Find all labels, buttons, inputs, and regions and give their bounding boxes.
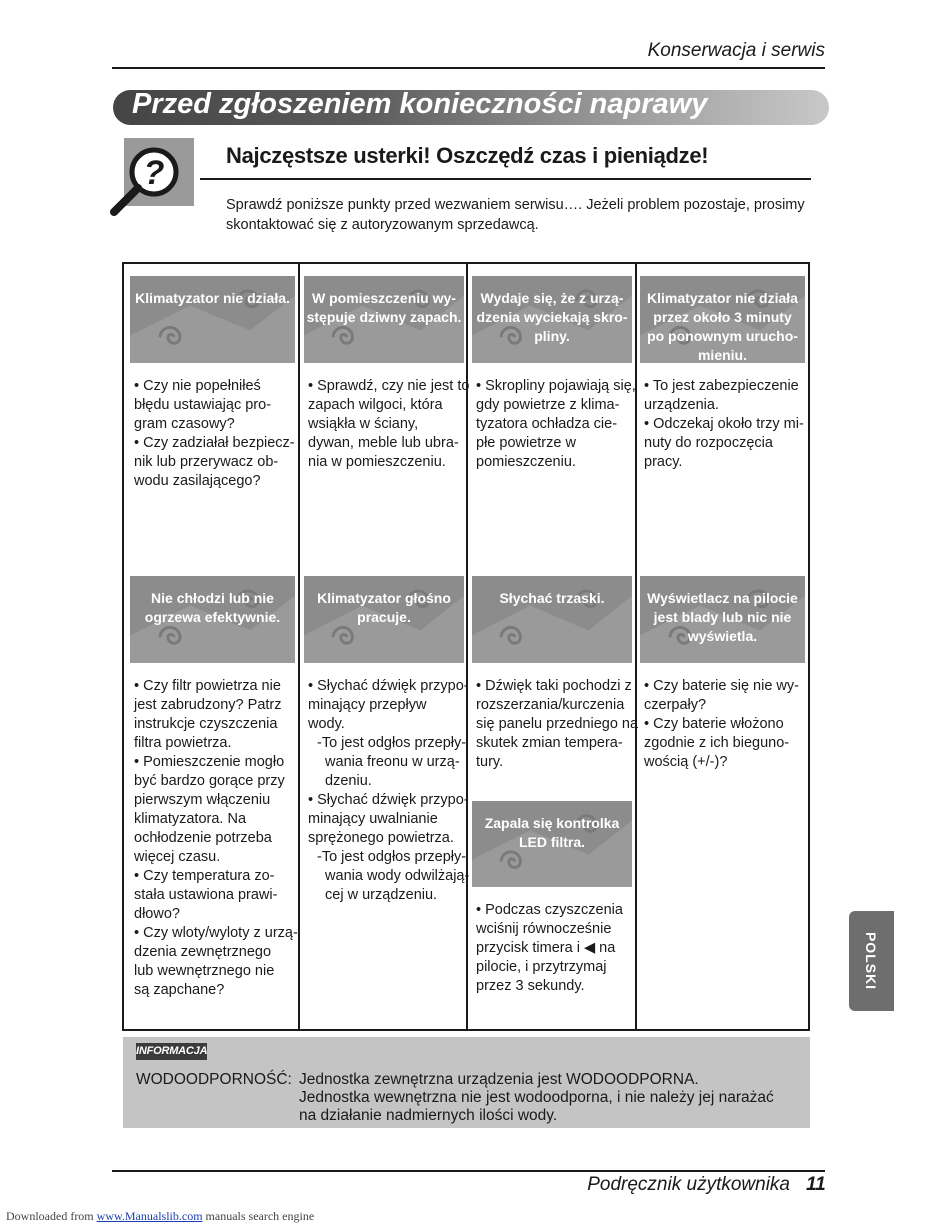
solution-line: Słychać dźwięk przypo- [317, 678, 469, 694]
problem-title-line: Słychać trzaski. [499, 590, 605, 606]
solution-line: dłowo? [134, 906, 180, 922]
problem-title [640, 576, 805, 646]
solution-line: Czy wloty/wyloty z urzą- [143, 925, 298, 941]
problem-title-line: mieniu. [697, 347, 747, 363]
problem-card [472, 801, 632, 887]
problem-title-line: przez około 3 minuty [653, 309, 792, 325]
solution-line: tury. [476, 754, 504, 770]
solution-text [642, 677, 809, 772]
solution-line: Podczas czyszczenia [485, 902, 623, 918]
bullet-icon: • [308, 678, 318, 694]
solution-bullet [474, 901, 636, 996]
solution-line: przycisk timera i ◀ na [476, 940, 616, 956]
solution-text [474, 377, 636, 472]
solution-bullet [132, 753, 299, 867]
solution-line: nik lub przerywacz ob- [134, 454, 279, 470]
section-label: Konserwacja i serwis [647, 40, 825, 61]
problem-title [130, 576, 295, 627]
problem-title-line: pliny. [534, 328, 570, 344]
problem-card [130, 576, 295, 663]
solution-line: Pomieszczenie mogło [143, 754, 285, 770]
solution-line: wciśnij równocześnie [476, 921, 612, 937]
solution-line: wodu zasilającego? [134, 473, 261, 489]
solution-line: rozszerzania/kurczenia [476, 697, 625, 713]
solution-bullet [306, 791, 468, 848]
solution-text [132, 677, 299, 1000]
info-tag: INFORMACJA [136, 1043, 207, 1060]
solution-line: instrukcje czyszczenia [134, 716, 278, 732]
problem-card [130, 276, 295, 363]
solution-line: dzeniu. [317, 773, 372, 789]
header-rule [112, 67, 825, 69]
solution-bullet [642, 715, 809, 772]
problem-card [472, 576, 632, 663]
solution-line: się panelu przedniego na [476, 716, 639, 732]
solution-line: nuty do rozpoczęcia [644, 435, 773, 451]
svg-text:?: ? [143, 154, 165, 192]
download-prefix: Downloaded from [6, 1209, 94, 1223]
problem-title-line: LED filtra. [518, 834, 586, 850]
problem-title [130, 276, 295, 308]
problem-title-line: Klimatyzator nie działa [647, 290, 798, 306]
solution-line: zgodnie z ich bieguno- [644, 735, 790, 751]
problem-title-line: W pomieszczeniu wy- [312, 290, 456, 306]
solution-line: minający przepływ [308, 697, 427, 713]
bullet-icon: • [644, 378, 653, 394]
solution-line: Skropliny pojawiają się, [485, 378, 636, 394]
bullet-icon: • [134, 754, 144, 770]
problem-card [304, 576, 464, 663]
solution-bullet [132, 434, 299, 491]
solution-note [306, 848, 468, 905]
info-line: na działanie nadmiernych ilości wody. [299, 1107, 558, 1124]
bullet-icon: • [134, 435, 144, 451]
solution-line: minający uwalnianie [308, 811, 438, 827]
problem-title-line: Wyświetlacz na pilocie [647, 590, 798, 606]
bullet-icon: • [308, 792, 318, 808]
problem-title [472, 576, 632, 608]
solution-line: filtra powietrza. [134, 735, 232, 751]
solution-line: -To jest odgłos przepły- [317, 849, 467, 865]
solution-line: gdy powietrze z klima- [476, 397, 620, 413]
problem-title-line: pracuje. [357, 609, 411, 625]
problem-title-line: ogrzewa efektywnie. [144, 609, 281, 625]
solution-line: pierwszym włączeniu [134, 792, 271, 808]
bullet-icon: • [134, 678, 144, 694]
sub-heading-rule [200, 178, 811, 180]
solution-bullet [132, 677, 299, 753]
solution-text [132, 377, 299, 491]
solution-line: urządzenia. [644, 397, 719, 413]
info-label: WODOODPORNOŚĆ: [136, 1071, 292, 1088]
solution-line: Czy baterie włożono [653, 716, 784, 732]
problem-card [304, 276, 464, 363]
solution-line: Czy baterie się nie wy- [653, 678, 799, 694]
footer-title: Podręcznik użytkownika [587, 1174, 790, 1195]
solution-line: Czy nie popełniłeś [143, 378, 261, 394]
problem-title [472, 801, 632, 852]
solution-bullet [132, 867, 299, 924]
solution-note [306, 734, 468, 791]
problem-card [472, 276, 632, 363]
bullet-icon: • [476, 678, 486, 694]
banner-title: Przed zgłoszeniem konieczności naprawy [132, 88, 708, 120]
solution-line: wania freonu w urzą- [317, 754, 460, 770]
bullet-icon: • [134, 868, 144, 884]
download-note [6, 1209, 314, 1224]
language-tab-label-wrap [849, 911, 894, 1011]
solution-text [642, 377, 809, 472]
download-suffix: manuals search engine [205, 1209, 315, 1223]
info-line: Jednostka wewnętrzna nie jest wodoodporna, i nie należy jej narażać [299, 1089, 774, 1106]
solution-line: gram czasowy? [134, 416, 235, 432]
solution-text [474, 901, 636, 996]
bullet-icon: • [134, 925, 144, 941]
solution-bullet [474, 377, 636, 472]
solution-line: Dźwięk taki pochodzi z [485, 678, 632, 694]
solution-line: Odczekaj około trzy mi- [653, 416, 804, 432]
solution-line: czerpały? [644, 697, 707, 713]
problem-title-line: Wydaje się, że z urzą- [480, 290, 624, 306]
footer-rule [112, 1170, 825, 1172]
solution-text [306, 377, 468, 472]
bullet-icon: • [644, 678, 654, 694]
solution-line: skutek zmian tempera- [476, 735, 623, 751]
solution-line: klimatyzatora. Na [134, 811, 247, 827]
solution-line: To jest zabezpieczenie [652, 378, 799, 394]
solution-line: jest zabrudzony? Patrz [134, 697, 282, 713]
sub-heading: Najczęstsze usterki! Oszczędź czas i pieniądze! [226, 143, 709, 168]
solution-bullet [306, 377, 468, 472]
solution-bullet [642, 415, 809, 472]
page-number: 11 [806, 1174, 826, 1195]
solution-line: Słychać dźwięk przypo- [317, 792, 469, 808]
solution-bullet [642, 677, 809, 715]
solution-line: pilocie, i przytrzymaj [476, 959, 607, 975]
magnifier-question-icon [108, 138, 198, 218]
download-link[interactable]: www.Manualslib.com [96, 1209, 203, 1223]
solution-line: tyzatora ochładza cie- [476, 416, 618, 432]
solution-line: płe powietrze w [476, 435, 576, 451]
problem-title-line: Nie chłodzi lub nie [151, 590, 274, 606]
problem-card [640, 576, 805, 663]
solution-bullet [306, 677, 468, 734]
solution-line: więcej czasu. [134, 849, 221, 865]
solution-text [474, 677, 639, 772]
solution-line: sprężonego powietrza. [308, 830, 454, 846]
bullet-icon: • [644, 416, 654, 432]
solution-line: wością (+/-)? [644, 754, 728, 770]
language-tab-label: POLSKI [863, 931, 880, 991]
bullet-icon: • [134, 378, 144, 394]
solution-line: -To jest odgłos przepły- [317, 735, 467, 751]
problem-title-line: stępuje dziwny zapach. [306, 309, 462, 325]
solution-line: Czy filtr powietrza nie [143, 678, 281, 694]
solution-line: zapach wilgoci, która [308, 397, 443, 413]
solution-text [306, 677, 468, 905]
solution-line: być bardzo gorące przy [134, 773, 285, 789]
solution-line: pracy. [644, 454, 683, 470]
solution-line: stała ustawiona prawi- [134, 887, 278, 903]
bullet-icon: • [476, 902, 486, 918]
solution-bullet [474, 677, 639, 772]
solution-line: pomieszczeniu. [476, 454, 576, 470]
problem-title-line: Klimatyzator nie działa. [135, 290, 290, 306]
problem-title-line: Klimatyzator głośno [317, 590, 451, 606]
solution-line: Czy temperatura zo- [143, 868, 275, 884]
intro-text: Sprawdź poniższe punkty przed wezwaniem serwisu…. Jeżeli problem pozostaje, prosimy skontaktować się z autoryzowanym sprzedawcą. [226, 197, 805, 233]
solution-line: błędu ustawiając pro- [134, 397, 272, 413]
solution-line: Sprawdź, czy nie jest to [317, 378, 470, 394]
solution-bullet [132, 377, 299, 434]
bullet-icon: • [476, 378, 486, 394]
problem-title-line: po ponownym urucho- [647, 328, 798, 344]
solution-line: Czy zadziałał bezpiecz- [143, 435, 295, 451]
problem-title [304, 276, 464, 327]
solution-line: przez 3 sekundy. [476, 978, 585, 994]
solution-line: lub wewnętrznego nie [134, 963, 275, 979]
problem-title-line: jest blady lub nic nie [653, 609, 792, 625]
solution-bullet [642, 377, 809, 415]
problem-title [472, 276, 632, 346]
problem-title [304, 576, 464, 627]
solution-bullet [132, 924, 299, 1000]
solution-line: cej w urządzeniu. [317, 887, 438, 903]
solution-line: wsiąkła w ściany, [308, 416, 419, 432]
solution-line: są zapchane? [134, 982, 225, 998]
solution-line: ochłodzenie potrzeba [134, 830, 272, 846]
problem-title-line: Zapala się kontrolka [484, 815, 620, 831]
problem-title-line: dzenia wyciekają skro- [476, 309, 628, 325]
info-line: Jednostka zewnętrzna urządzenia jest WODOODPORNA. [299, 1071, 699, 1088]
solution-line: wody. [308, 716, 345, 732]
problem-title-line: wyświetla. [687, 628, 758, 644]
problem-title [640, 276, 805, 363]
solution-line: nia w pomieszczeniu. [308, 454, 446, 470]
solution-line: dywan, meble lub ubra- [308, 435, 459, 451]
bullet-icon: • [644, 716, 654, 732]
solution-line: wania wody odwilżają- [317, 868, 470, 884]
bullet-icon: • [308, 378, 318, 394]
solution-line: dzenia zewnętrznego [134, 944, 272, 960]
problem-card [640, 276, 805, 363]
